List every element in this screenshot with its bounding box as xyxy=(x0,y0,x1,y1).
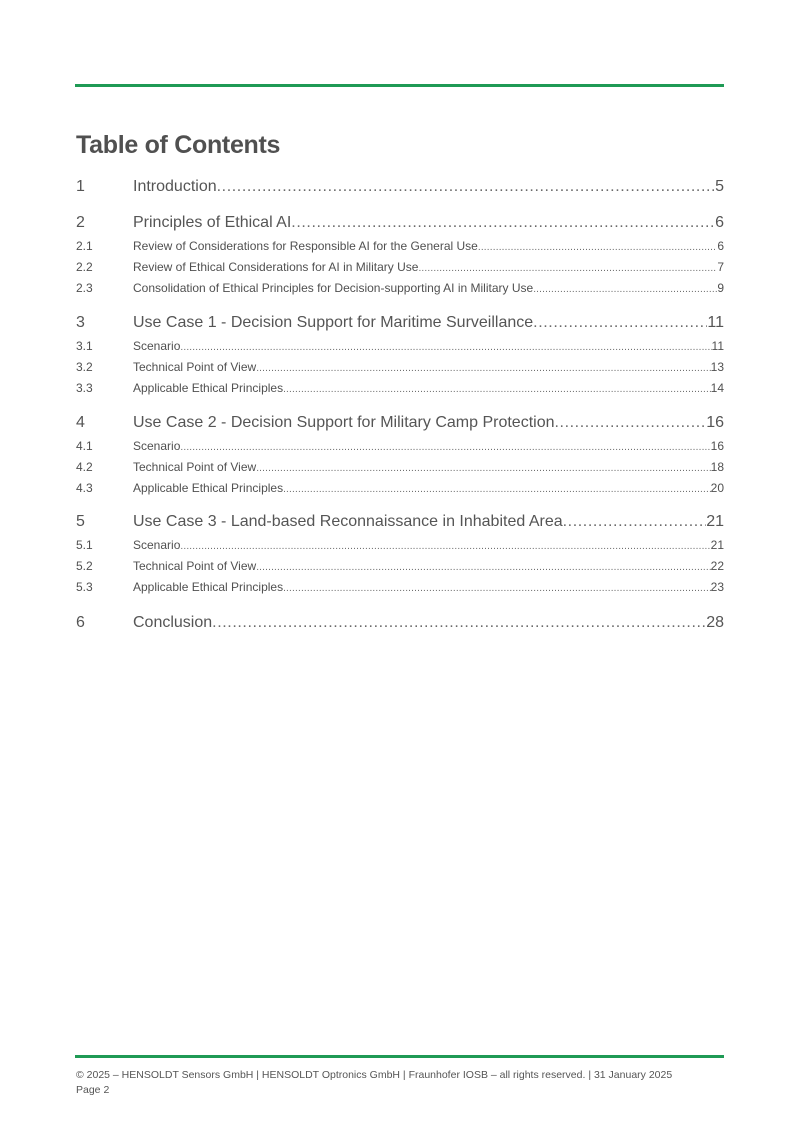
toc-entry-number: 6 xyxy=(76,614,85,631)
toc-section-entry[interactable] xyxy=(76,239,724,253)
toc-entry-title: Use Case 3 - Land-based Reconnaissance in Inhabited Area xyxy=(133,513,563,530)
toc-entry-title: Introduction xyxy=(133,178,217,195)
toc-entry-title: Scenario xyxy=(133,339,181,353)
toc-dot-leader xyxy=(283,583,711,594)
toc-chapter-entry[interactable] xyxy=(76,314,724,332)
toc-dot-leader xyxy=(555,414,707,432)
page-footer xyxy=(76,1068,672,1098)
toc-entry-title: Review of Ethical Considerations for AI in Military Use xyxy=(133,260,419,274)
toc-entry-page: 13 xyxy=(710,360,724,374)
toc-section-entry[interactable] xyxy=(76,439,724,453)
toc-dot-leader xyxy=(478,242,717,253)
toc-entry-number: 5.1 xyxy=(76,538,93,552)
toc-section-entry[interactable] xyxy=(76,580,724,594)
toc-dot-leader xyxy=(180,442,710,453)
toc-dot-leader xyxy=(533,314,707,332)
toc-dot-leader xyxy=(533,284,717,295)
toc-section-entry[interactable] xyxy=(76,481,724,495)
toc-entry-number: 1 xyxy=(76,178,85,195)
toc-section-entry[interactable] xyxy=(76,460,724,474)
toc-entry-number: 3.2 xyxy=(76,360,93,374)
toc-dot-leader xyxy=(217,178,715,196)
toc-entry-number: 2.3 xyxy=(76,281,93,295)
footer-rule xyxy=(75,1055,724,1058)
toc-section-entry[interactable] xyxy=(76,281,724,295)
toc-dot-leader xyxy=(283,384,711,395)
toc-dot-leader xyxy=(180,541,710,552)
toc-dot-leader xyxy=(291,214,715,232)
toc-section-entry[interactable] xyxy=(76,339,724,353)
toc-chapter-entry[interactable] xyxy=(76,513,724,531)
toc-entry-number: 4.3 xyxy=(76,481,93,495)
toc-entry-page: 11 xyxy=(707,314,724,331)
toc-entry-title: Applicable Ethical Principles xyxy=(133,580,284,594)
toc-entry-title: Use Case 1 - Decision Support for Maritime Surveillance xyxy=(133,314,534,331)
toc-entry-title: Scenario xyxy=(133,538,181,552)
page-title: Table of Contents xyxy=(76,131,281,159)
toc-entry-title: Scenario xyxy=(133,439,181,453)
toc-entry-number: 5 xyxy=(76,513,85,530)
header-rule xyxy=(75,84,724,87)
toc-entry-number: 5.3 xyxy=(76,580,93,594)
toc-entry-page: 22 xyxy=(710,559,724,573)
toc-entry-page: 7 xyxy=(717,260,724,274)
toc-dot-leader xyxy=(563,513,707,531)
toc-entry-number: 2 xyxy=(76,214,85,231)
toc-entry-page: 9 xyxy=(717,281,724,295)
toc-section-entry[interactable] xyxy=(76,260,724,274)
toc-entry-title: Technical Point of View xyxy=(133,559,257,573)
toc-dot-leader xyxy=(256,363,710,374)
toc-entry-title: Applicable Ethical Principles xyxy=(133,381,284,395)
toc-chapter-entry[interactable] xyxy=(76,178,724,196)
toc-chapter-entry[interactable] xyxy=(76,214,724,232)
toc-dot-leader xyxy=(256,463,710,474)
toc-entry-page: 20 xyxy=(710,481,724,495)
toc-entry-title: Conclusion xyxy=(133,614,213,631)
toc-entry-page: 18 xyxy=(710,460,724,474)
toc-entry-number: 2.1 xyxy=(76,239,93,253)
toc-dot-leader xyxy=(212,614,706,632)
toc-entry-page: 21 xyxy=(710,538,724,552)
toc-entry-page: 21 xyxy=(706,513,724,530)
toc-entry-title: Consolidation of Ethical Principles for Decision-supporting AI in Military Use xyxy=(133,281,534,295)
toc-entry-title: Review of Considerations for Responsible AI for the General Use xyxy=(133,239,478,253)
toc-entry-page: 6 xyxy=(715,214,724,231)
toc-entry-title: Applicable Ethical Principles xyxy=(133,481,284,495)
toc-entry-number: 2.2 xyxy=(76,260,93,274)
toc-entry-number: 4.2 xyxy=(76,460,93,474)
toc-section-entry[interactable] xyxy=(76,559,724,573)
toc-entry-number: 4 xyxy=(76,414,85,431)
footer-copyright: © 2025 – HENSOLDT Sensors GmbH | HENSOLDT Optronics GmbH | Fraunhofer IOSB – all rights reserved. | 31 January 2025 xyxy=(76,1069,673,1081)
toc-section-entry[interactable] xyxy=(76,538,724,552)
toc-entry-page: 28 xyxy=(706,614,724,631)
toc-entry-title: Technical Point of View xyxy=(133,460,257,474)
toc-entry-page: 23 xyxy=(710,580,724,594)
toc-entry-number: 5.2 xyxy=(76,559,93,573)
toc-entry-number: 3.1 xyxy=(76,339,93,353)
toc-entry-number: 3 xyxy=(76,314,85,331)
toc-entry-page: 16 xyxy=(710,439,724,453)
toc-entry-title: Principles of Ethical AI xyxy=(133,214,292,231)
toc-entry-number: 3.3 xyxy=(76,381,93,395)
toc-entry-page: 5 xyxy=(715,178,724,195)
toc-section-entry[interactable] xyxy=(76,381,724,395)
toc-entry-page: 16 xyxy=(706,414,724,431)
toc-entry-page: 14 xyxy=(710,381,724,395)
toc-chapter-entry[interactable] xyxy=(76,614,724,632)
toc-entry-number: 4.1 xyxy=(76,439,93,453)
toc-section-entry[interactable] xyxy=(76,360,724,374)
toc-entry-page: 6 xyxy=(717,239,724,253)
toc-entry-page: 11 xyxy=(711,339,724,353)
toc-dot-leader xyxy=(418,263,717,274)
toc-dot-leader xyxy=(283,484,711,495)
toc-entry-title: Technical Point of View xyxy=(133,360,257,374)
toc-entry-title: Use Case 2 - Decision Support for Military Camp Protection xyxy=(133,414,555,431)
toc-chapter-entry[interactable] xyxy=(76,414,724,432)
toc-dot-leader xyxy=(180,342,711,353)
toc-dot-leader xyxy=(256,562,710,573)
footer-page-number: Page 2 xyxy=(76,1084,110,1096)
